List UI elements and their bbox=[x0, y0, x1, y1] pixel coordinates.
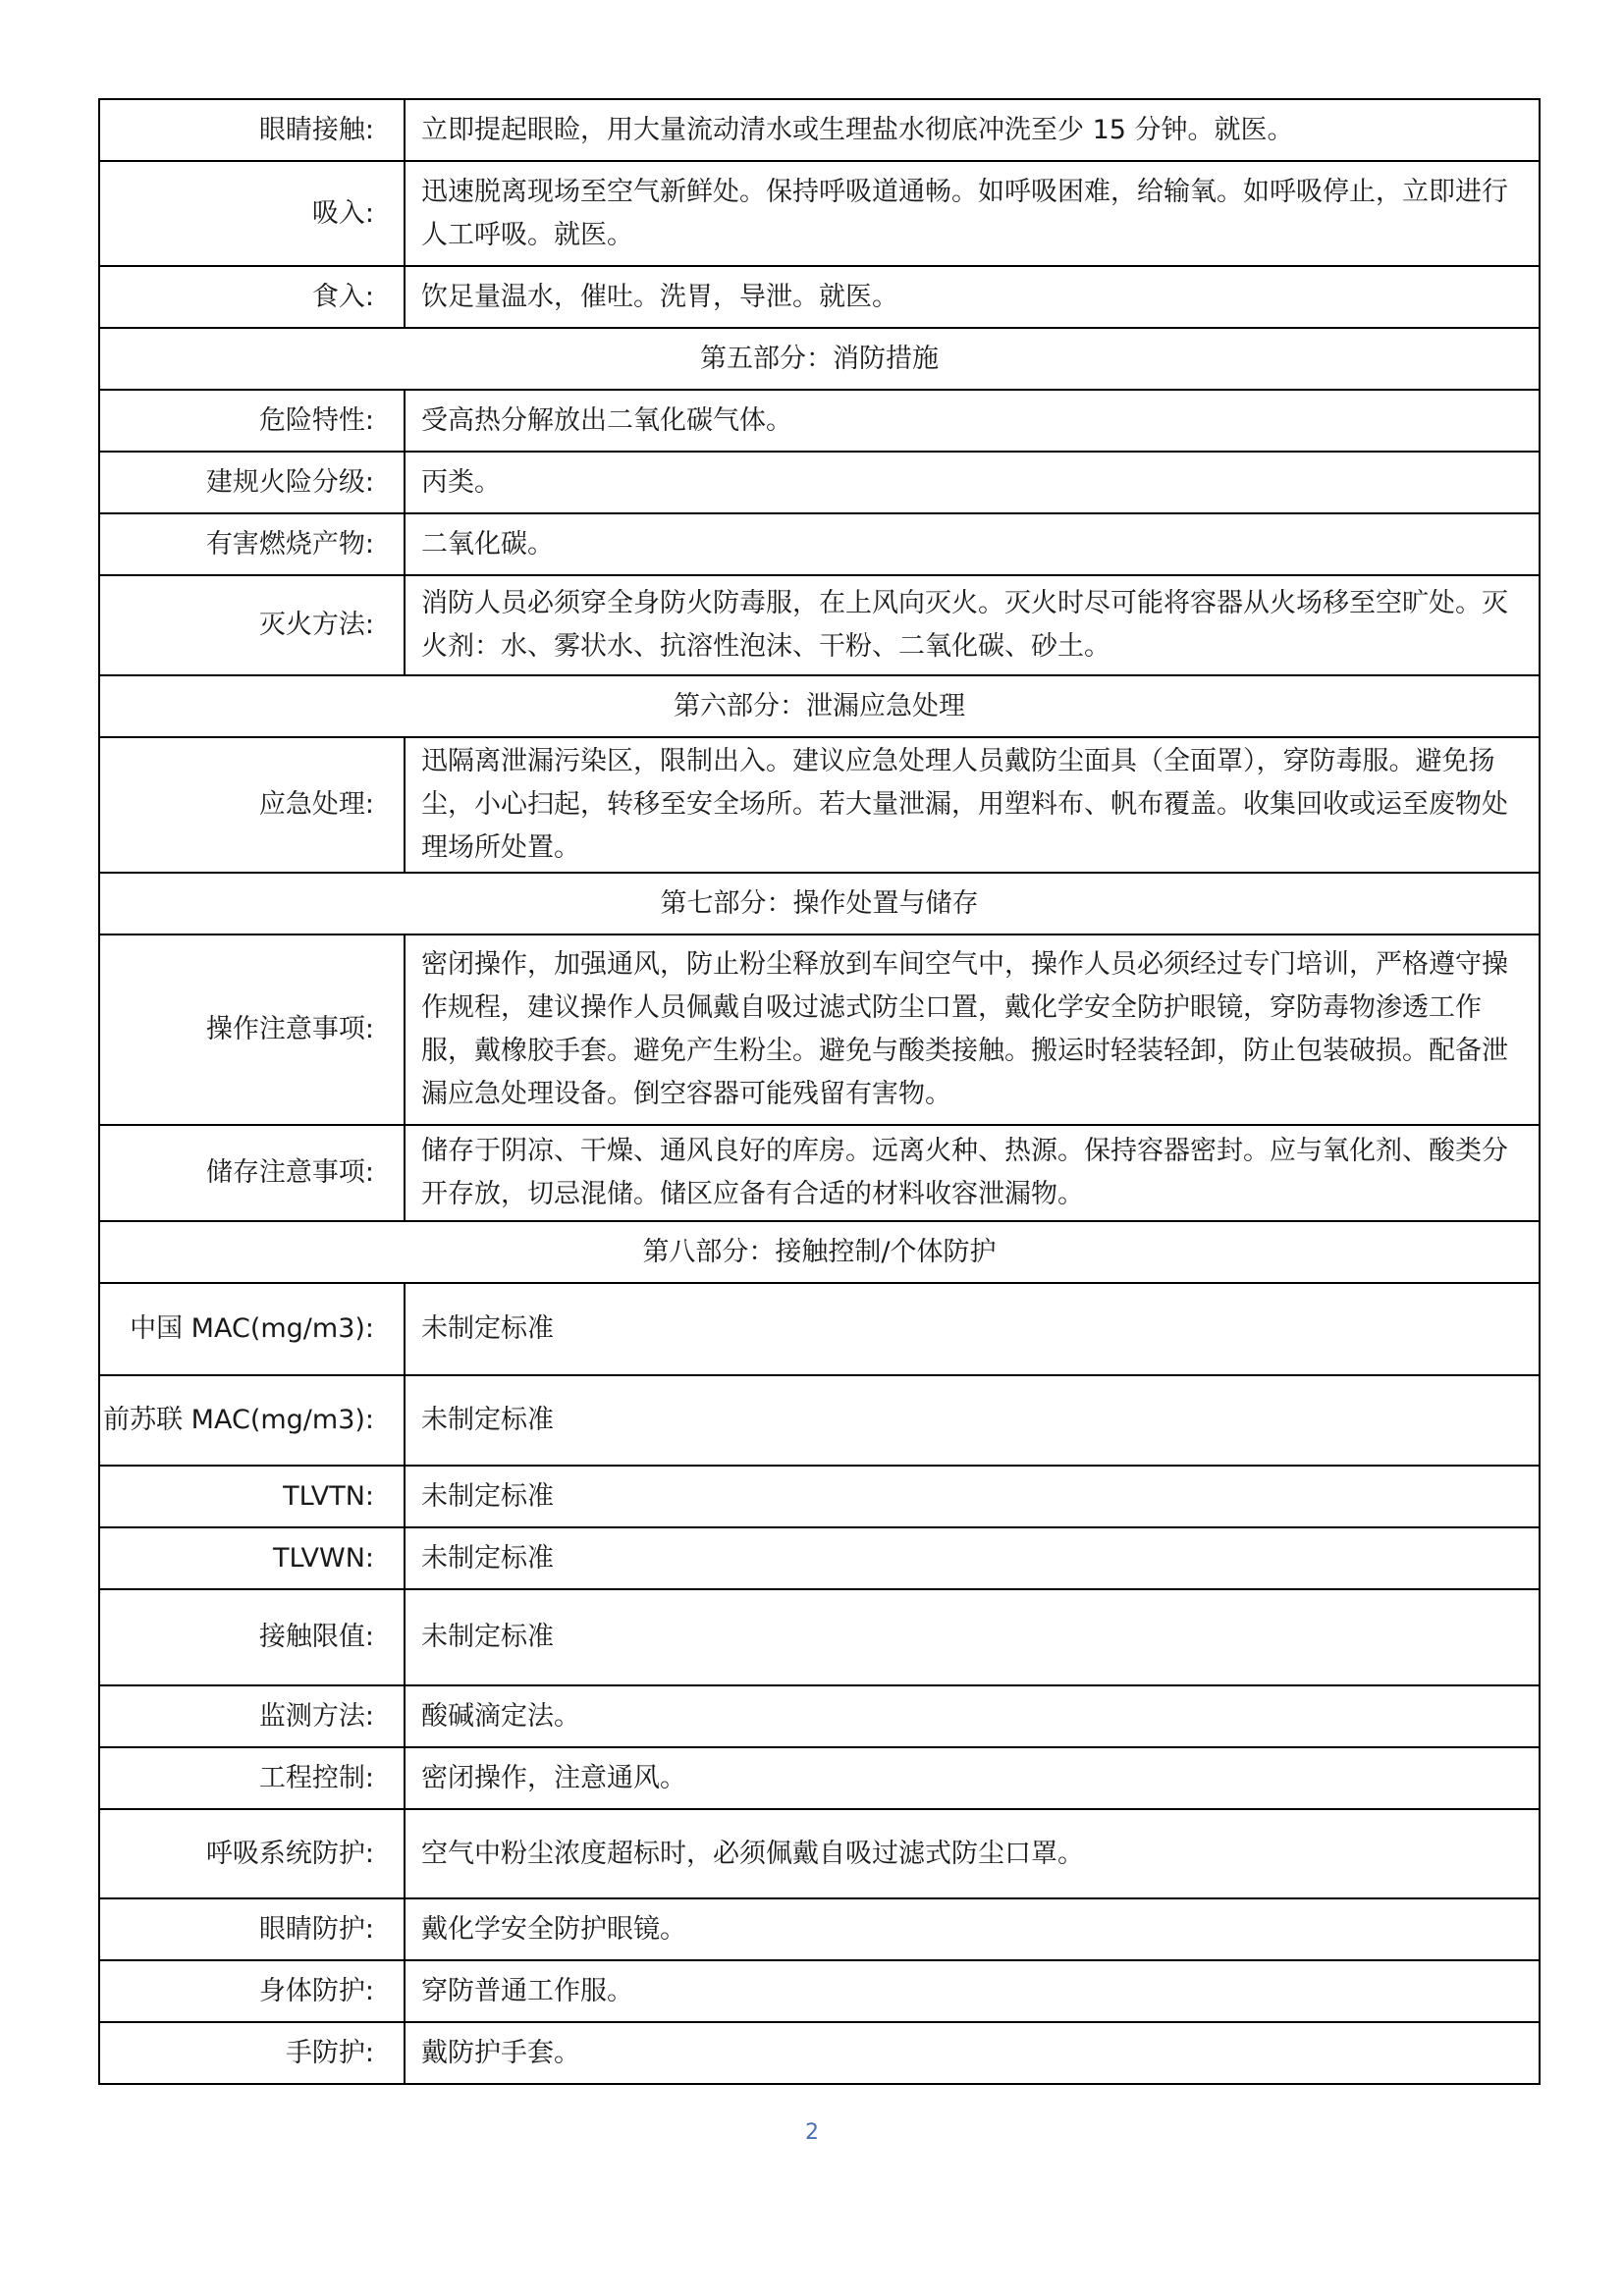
row-label-hazard-characteristics: 危险特性: bbox=[99, 390, 405, 452]
row-value-combustion-products: 二氧化碳。 bbox=[405, 513, 1540, 575]
row-value-hand-protection: 戴防护手套。 bbox=[405, 2022, 1540, 2084]
row-label-body-protection: 身体防护: bbox=[99, 1960, 405, 2022]
table-row bbox=[99, 161, 1540, 266]
section-header bbox=[99, 675, 1540, 737]
row-label-exposure-limit: 接触限值: bbox=[99, 1589, 405, 1685]
safety-data-table bbox=[98, 98, 1541, 2085]
row-value-body-protection: 穿防普通工作服。 bbox=[405, 1960, 1540, 2022]
table-row bbox=[99, 1125, 1540, 1221]
row-label-tlvtn: TLVTN: bbox=[99, 1466, 405, 1527]
row-value-china-mac: 未制定标准 bbox=[405, 1283, 1540, 1375]
row-label-china-mac: 中国 MAC(mg/m3): bbox=[99, 1283, 405, 1375]
row-value-inhalation: 迅速脱离现场至空气新鲜处。保持呼吸道通畅。如呼吸困难，给输氧。如呼吸停止，立即进行人工呼吸。就医。 bbox=[405, 161, 1540, 266]
row-label-combustion-products: 有害燃烧产物: bbox=[99, 513, 405, 575]
table-row bbox=[99, 390, 1540, 452]
section-title-spill-response: 第六部分：泄漏应急处理 bbox=[99, 675, 1540, 737]
row-label-fire-hazard-class: 建规火险分级: bbox=[99, 452, 405, 513]
section-header bbox=[99, 1221, 1540, 1283]
table-row bbox=[99, 737, 1540, 873]
row-label-ussr-mac: 前苏联 MAC(mg/m3): bbox=[99, 1375, 405, 1466]
section-header bbox=[99, 873, 1540, 934]
table-row bbox=[99, 1589, 1540, 1685]
row-label-eye-contact: 眼睛接触: bbox=[99, 99, 405, 161]
table-row bbox=[99, 99, 1540, 161]
table-row bbox=[99, 513, 1540, 575]
table-row bbox=[99, 1685, 1540, 1747]
row-label-extinguishing-method: 灭火方法: bbox=[99, 575, 405, 675]
row-value-ingestion: 饮足量温水，催吐。洗胃，导泄。就医。 bbox=[405, 266, 1540, 328]
table-row bbox=[99, 1283, 1540, 1375]
row-label-hand-protection: 手防护: bbox=[99, 2022, 405, 2084]
row-value-respiratory-protection: 空气中粉尘浓度超标时，必须佩戴自吸过滤式防尘口罩。 bbox=[405, 1809, 1540, 1898]
table-row bbox=[99, 934, 1540, 1125]
row-value-monitoring-method: 酸碱滴定法。 bbox=[405, 1685, 1540, 1747]
table-row bbox=[99, 1747, 1540, 1809]
section-header bbox=[99, 328, 1540, 390]
table-row bbox=[99, 1527, 1540, 1589]
row-label-inhalation: 吸入: bbox=[99, 161, 405, 266]
row-value-hazard-characteristics: 受高热分解放出二氧化碳气体。 bbox=[405, 390, 1540, 452]
row-label-handling-precautions: 操作注意事项: bbox=[99, 934, 405, 1125]
row-value-storage-precautions: 储存于阴凉、干燥、通风良好的库房。远离火种、热源。保持容器密封。应与氧化剂、酸类分开存放，切忌混储。储区应备有合适的材料收容泄漏物。 bbox=[405, 1125, 1540, 1221]
row-label-respiratory-protection: 呼吸系统防护: bbox=[99, 1809, 405, 1898]
row-value-tlvwn: 未制定标准 bbox=[405, 1527, 1540, 1589]
row-value-engineering-control: 密闭操作，注意通风。 bbox=[405, 1747, 1540, 1809]
table-row bbox=[99, 2022, 1540, 2084]
table-row bbox=[99, 1375, 1540, 1466]
row-label-storage-precautions: 储存注意事项: bbox=[99, 1125, 405, 1221]
table-row bbox=[99, 1466, 1540, 1527]
row-value-extinguishing-method: 消防人员必须穿全身防火防毒服，在上风向灭火。灭火时尽可能将容器从火场移至空旷处。灭火剂：水、雾状水、抗溶性泡沫、干粉、二氧化碳、砂土。 bbox=[405, 575, 1540, 675]
row-label-monitoring-method: 监测方法: bbox=[99, 1685, 405, 1747]
table-row bbox=[99, 575, 1540, 675]
table-row bbox=[99, 266, 1540, 328]
row-value-handling-precautions: 密闭操作，加强通风，防止粉尘释放到车间空气中，操作人员必须经过专门培训，严格遵守操作规程，建议操作人员佩戴自吸过滤式防尘口置，戴化学安全防护眼镜，穿防毒物渗透工作服，戴橡胶手套。避免产生粉尘。避免与酸类接触。搬运时轻装轻卸，防止包装破损。配备泄漏应急处理设备。倒空容器可能残留有害物。 bbox=[405, 934, 1540, 1125]
row-label-ingestion: 食入: bbox=[99, 266, 405, 328]
section-title-fire-fighting: 第五部分：消防措施 bbox=[99, 328, 1540, 390]
page-number: 2 bbox=[805, 2120, 819, 2145]
row-value-eye-protection: 戴化学安全防护眼镜。 bbox=[405, 1898, 1540, 1960]
section-title-handling-storage: 第七部分：操作处置与储存 bbox=[99, 873, 1540, 934]
section-title-exposure-control: 第八部分：接触控制/个体防护 bbox=[99, 1221, 1540, 1283]
row-label-tlvwn: TLVWN: bbox=[99, 1527, 405, 1589]
row-value-ussr-mac: 未制定标准 bbox=[405, 1375, 1540, 1466]
row-value-fire-hazard-class: 丙类。 bbox=[405, 452, 1540, 513]
table-row bbox=[99, 1898, 1540, 1960]
row-value-tlvtn: 未制定标准 bbox=[405, 1466, 1540, 1527]
row-label-eye-protection: 眼睛防护: bbox=[99, 1898, 405, 1960]
row-value-eye-contact: 立即提起眼睑，用大量流动清水或生理盐水彻底冲洗至少 15 分钟。就医。 bbox=[405, 99, 1540, 161]
row-value-exposure-limit: 未制定标准 bbox=[405, 1589, 1540, 1685]
table-row bbox=[99, 1809, 1540, 1898]
row-label-emergency-handling: 应急处理: bbox=[99, 737, 405, 873]
row-value-emergency-handling: 迅隔离泄漏污染区，限制出入。建议应急处理人员戴防尘面具（全面罩），穿防毒服。避免扬尘，小心扫起，转移至安全场所。若大量泄漏，用塑料布、帆布覆盖。收集回收或运至废物处理场所处置。 bbox=[405, 737, 1540, 873]
table-row bbox=[99, 452, 1540, 513]
table-row bbox=[99, 1960, 1540, 2022]
row-label-engineering-control: 工程控制: bbox=[99, 1747, 405, 1809]
